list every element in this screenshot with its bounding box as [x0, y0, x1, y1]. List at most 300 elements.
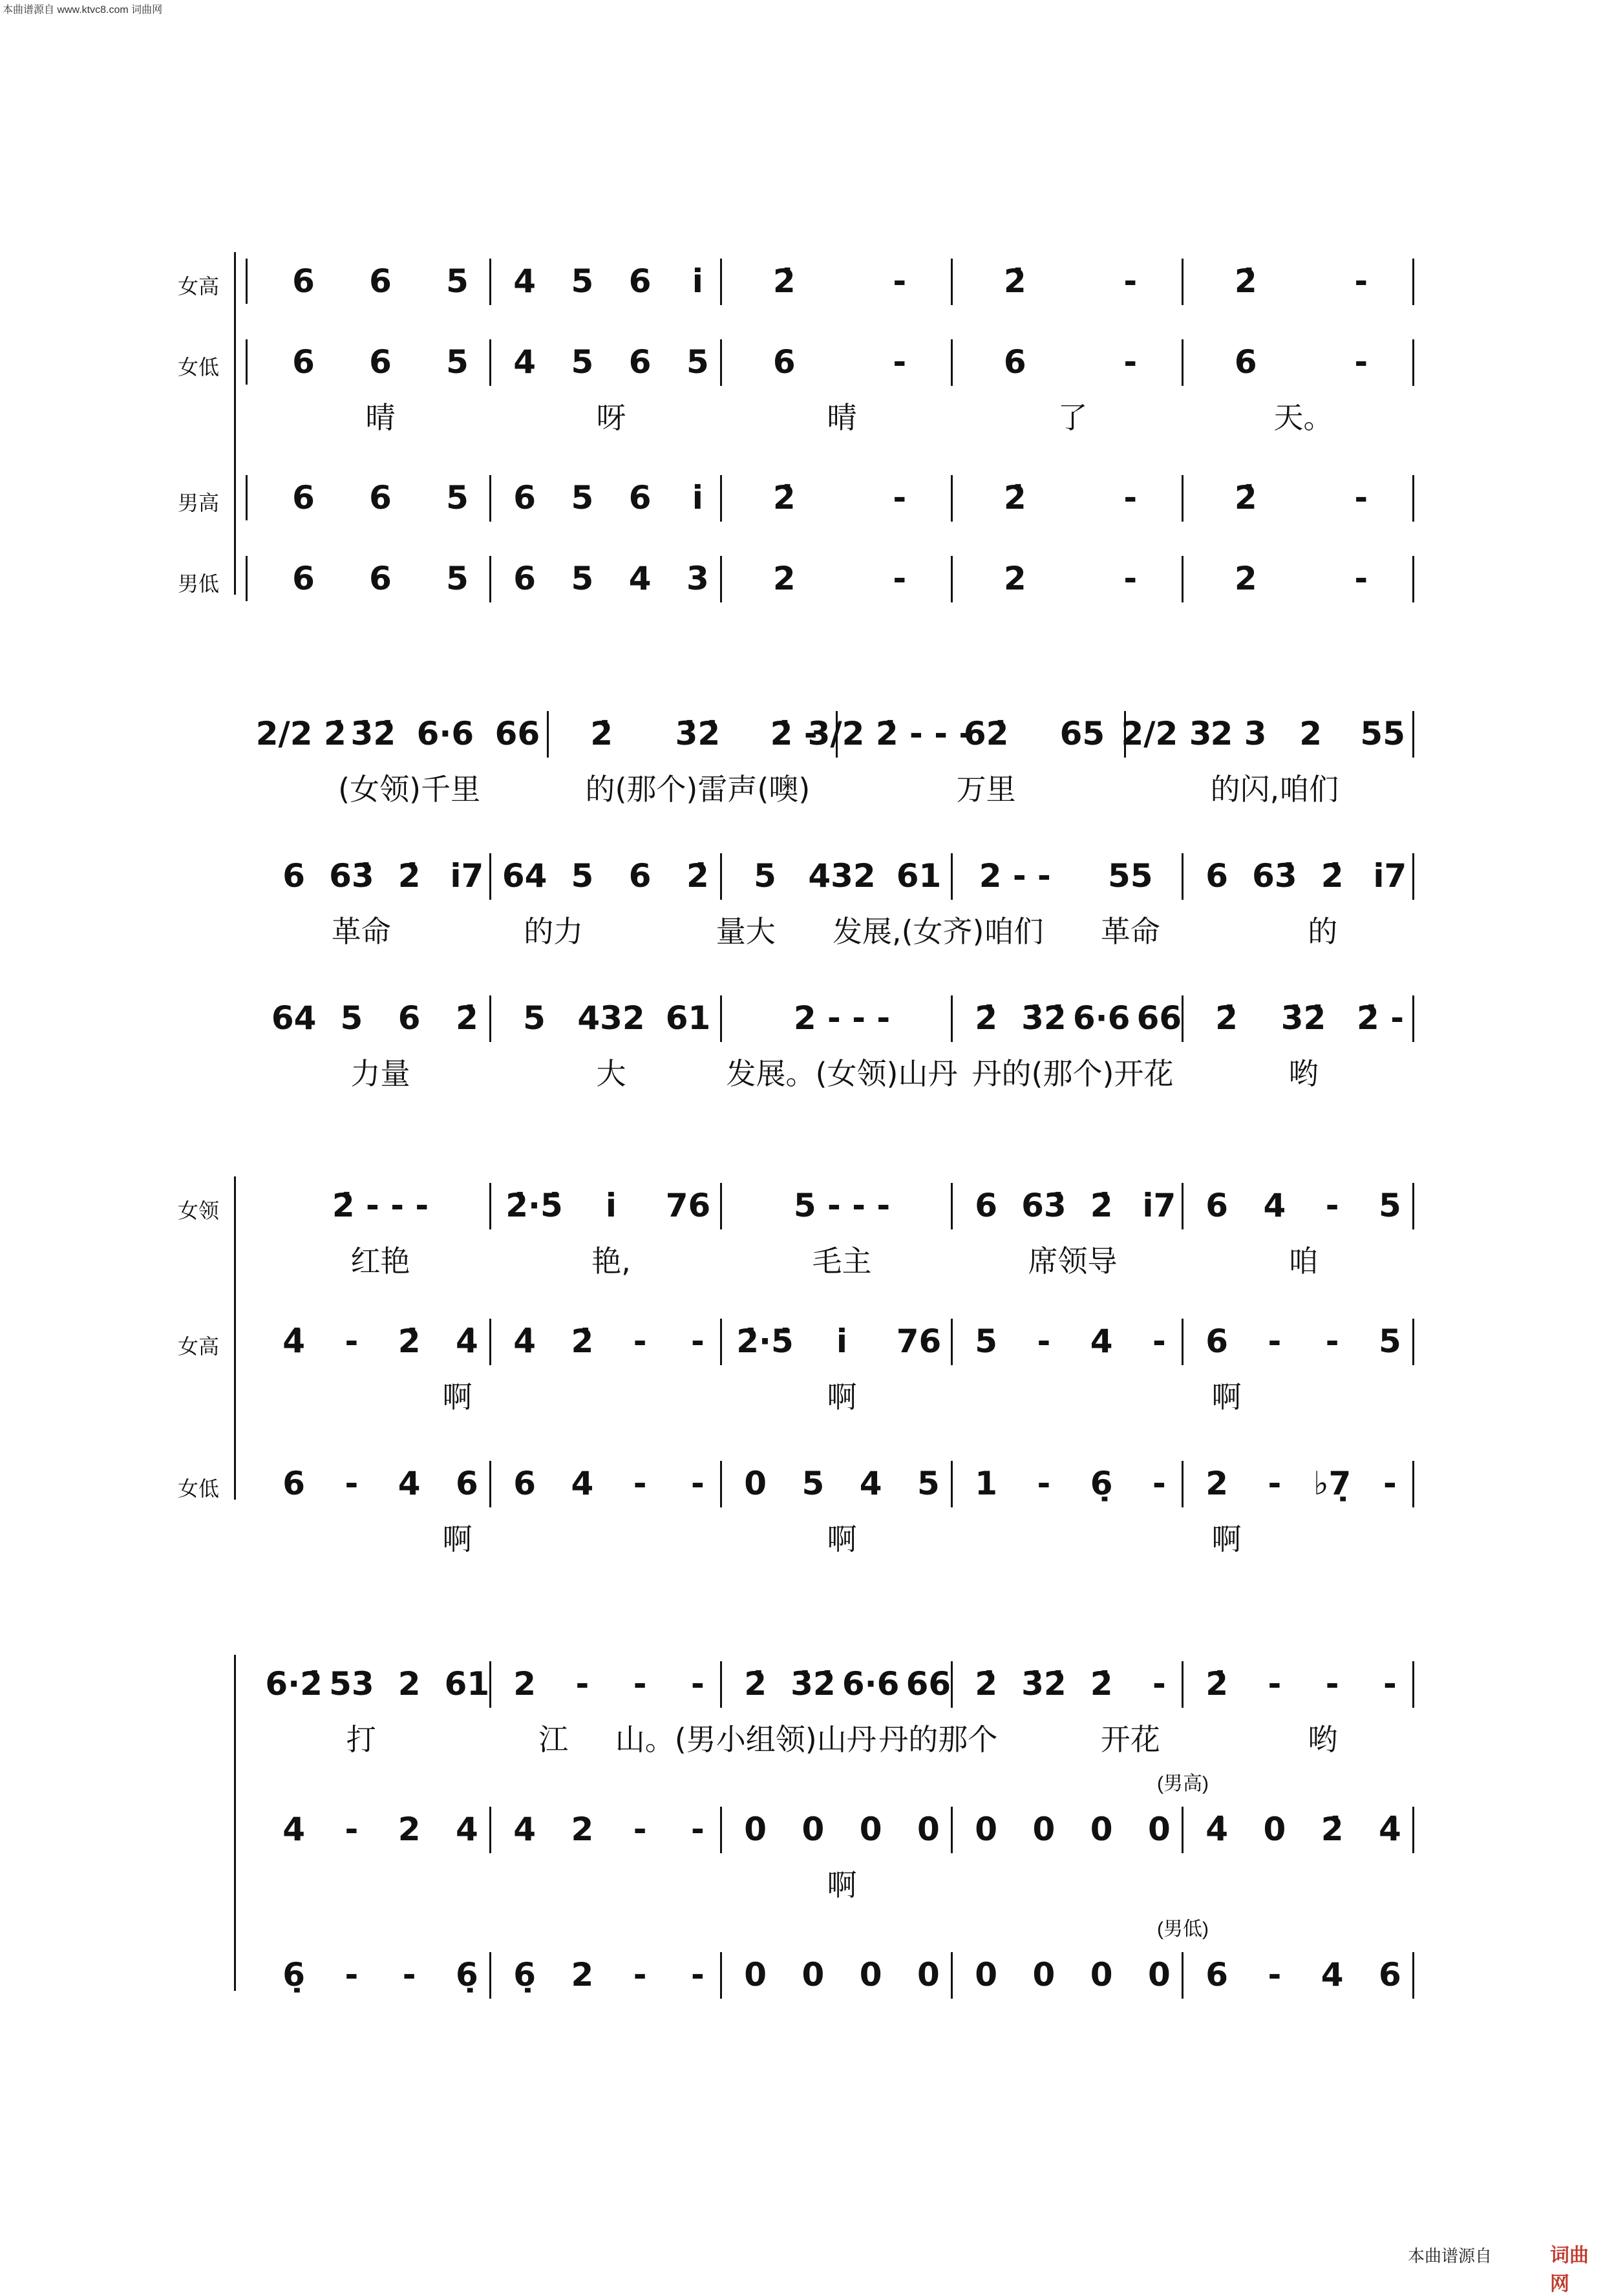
score-note: 6: [1205, 1187, 1229, 1224]
score-note: 6·6: [416, 715, 474, 752]
score-note: -: [345, 1465, 359, 1502]
barline: [1412, 995, 1414, 1042]
score-note: 63̇: [1021, 1187, 1067, 1224]
lyric-syllable: 呀: [596, 400, 626, 435]
lyric-syllable: 的闪,咱们: [1210, 772, 1339, 807]
score-note: 2̇·5̇: [505, 1187, 563, 1224]
score-note: -: [1354, 560, 1368, 597]
score-note: i̇: [692, 479, 703, 516]
score-note: 2̇: [1003, 262, 1026, 300]
score-note: 5: [446, 262, 469, 300]
score-note: 2̇: [686, 857, 709, 895]
barline: [1412, 556, 1414, 602]
score-note: 61: [665, 999, 711, 1037]
lyric-syllable: 大: [596, 1056, 626, 1091]
score-note: 62̇: [963, 715, 1009, 752]
score-note: 5: [446, 560, 469, 597]
barline: [1412, 1183, 1414, 1229]
score-system: [0, 1151, 1603, 1564]
part-label: 女低: [178, 1476, 220, 1501]
barline: [1412, 1952, 1414, 1999]
score-note: 5: [446, 343, 469, 381]
score-note: 55: [1360, 715, 1406, 752]
lyric-syllable: 万里: [956, 772, 1016, 807]
lyric-syllable: 晴: [365, 400, 396, 435]
score-note: 2̇: [571, 1323, 594, 1360]
score-note: 2: [772, 560, 796, 597]
score-note: i̇: [605, 1187, 617, 1224]
score-note: -: [690, 1323, 705, 1360]
system-bracket: [234, 1176, 236, 1500]
score-note: 6: [1205, 1323, 1229, 1360]
lyric-syllable: 哟: [1308, 1722, 1338, 1757]
barline: [720, 1952, 722, 1999]
score-note: 2: [513, 1665, 536, 1703]
score-note: 55: [1107, 857, 1153, 895]
score-note: 0: [1090, 1956, 1113, 1993]
barline: [951, 475, 953, 522]
lyric-syllable: 啊: [827, 1867, 857, 1902]
score-note: 6: [513, 560, 536, 597]
score-note: 2̇: [398, 857, 421, 895]
lyric-syllable: 啊: [442, 1379, 472, 1414]
barline: [489, 1183, 491, 1229]
score-note: 6: [292, 560, 315, 597]
footer-logo: 词曲网: [1550, 2245, 1589, 2295]
score-note: 6: [772, 343, 796, 381]
score-note: 2̇: [1321, 1811, 1344, 1848]
score-note: -: [345, 1956, 359, 1993]
score-note: 0: [744, 1811, 767, 1848]
score-note: 5: [975, 1323, 998, 1360]
barline: [489, 556, 491, 602]
score-note: 3̇2̇: [675, 715, 721, 752]
score-note: 0: [802, 1811, 825, 1848]
score-note: i̇7: [1142, 1187, 1176, 1224]
score-note: -: [690, 1665, 705, 1703]
lyric-syllable: 江: [538, 1722, 569, 1757]
barline: [489, 259, 491, 305]
barline: [1412, 1661, 1414, 1708]
score-note: -: [1325, 1187, 1339, 1224]
barline: [1182, 1183, 1184, 1229]
score-note: 2̇: [975, 999, 998, 1037]
score-note: 6: [1205, 1956, 1229, 1993]
score-note: 0: [802, 1956, 825, 1993]
score-note: 0: [1263, 1811, 1286, 1848]
lyric-syllable: 丹的(那个)开花: [971, 1056, 1174, 1091]
barline: [951, 1807, 953, 1853]
barline: [951, 1461, 953, 1507]
score-note: -: [690, 1956, 705, 1993]
score-note: 66: [906, 1665, 951, 1703]
score-note: 64: [271, 999, 317, 1037]
score-note: 4: [513, 262, 536, 300]
score-note: 2̇: [744, 1665, 767, 1703]
barline: [1182, 259, 1184, 305]
score-note: 6̣: [1090, 1465, 1113, 1502]
barline: [720, 1319, 722, 1365]
score-note: -: [1325, 1323, 1339, 1360]
score-note: -: [1123, 479, 1138, 516]
score-note: -: [633, 1665, 647, 1703]
barline: [1412, 1807, 1414, 1853]
barline: [720, 339, 722, 386]
barline: [489, 1319, 491, 1365]
score-note: 2: [398, 1665, 421, 1703]
score-note: 3̇2̇: [1021, 999, 1067, 1037]
barline: [1182, 1807, 1184, 1853]
score-note: -: [633, 1465, 647, 1502]
barline: [1412, 475, 1414, 522]
score-note: 5: [686, 343, 709, 381]
score-note: 2̇: [1234, 479, 1257, 516]
score-note: 3/2 2̇ - - -: [807, 715, 973, 752]
lyric-syllable: 红艳: [350, 1244, 410, 1279]
lyric-syllable: 山。(男小组领)山丹: [615, 1722, 876, 1757]
barline: [720, 475, 722, 522]
score-note: 2̇: [1215, 999, 1238, 1037]
score-note: 6: [455, 1465, 478, 1502]
barline: [489, 995, 491, 1042]
barline: [1182, 995, 1184, 1042]
lyric-syllable: (女领)千里: [338, 772, 481, 807]
barline: [720, 556, 722, 602]
lyric-syllable: 啊: [827, 1379, 857, 1414]
score-note: 6: [282, 857, 306, 895]
score-note: 4: [398, 1465, 421, 1502]
score-note: 61: [444, 1665, 490, 1703]
score-note: 2 - - -: [793, 999, 891, 1037]
score-note: 2: [398, 1811, 421, 1848]
lyric-syllable: 的力: [524, 914, 584, 949]
barline: [1182, 1952, 1184, 1999]
score-note: 2: [1205, 1465, 1229, 1502]
score-note: 0: [1032, 1956, 1056, 1993]
score-note: 4: [571, 1465, 594, 1502]
score-note: 6: [292, 479, 315, 516]
barline: [489, 475, 491, 522]
score-note: 0: [975, 1811, 998, 1848]
score-note: i̇: [836, 1323, 848, 1360]
part-label: 男低: [178, 571, 220, 596]
score-note: 3: [686, 560, 709, 597]
score-note: 4̇: [455, 1323, 478, 1360]
score-note: 3̇2̇: [1280, 999, 1326, 1037]
score-note: 6·2̇: [265, 1665, 323, 1703]
lyric-syllable: 丹的那个: [878, 1722, 998, 1757]
barline: [489, 1807, 491, 1853]
source-header: 本曲谱源自 www.ktvc8.com 词曲网: [3, 5, 163, 16]
barline: [1182, 853, 1184, 900]
lyric-syllable: 哟: [1288, 1056, 1319, 1091]
score-note: 5: [917, 1465, 940, 1502]
score-note: -: [1037, 1323, 1051, 1360]
lyric-syllable: 力量: [350, 1056, 410, 1091]
score-note: -: [1268, 1323, 1282, 1360]
barline: [489, 1952, 491, 1999]
part-label: 男高: [178, 491, 220, 515]
score-note: 2/2 2̇: [255, 715, 346, 752]
score-note: -: [1152, 1665, 1166, 1703]
score-note: 4̇: [1378, 1811, 1401, 1848]
barline: [951, 1183, 953, 1229]
score-note: 6: [369, 479, 392, 516]
score-note: 2̇: [1003, 479, 1026, 516]
barline: [951, 1952, 953, 1999]
score-note: 0: [744, 1465, 767, 1502]
score-note: 3̇2̇: [350, 715, 396, 752]
barline: [720, 1807, 722, 1853]
score-system: [0, 1629, 1603, 2030]
score-note: 2̇·5̇: [736, 1323, 794, 1360]
score-note: i̇: [692, 262, 703, 300]
lyric-syllable: 艳,: [591, 1244, 631, 1279]
barline: [547, 711, 549, 758]
score-note: -: [1268, 1665, 1282, 1703]
score-note: 6̣: [455, 1956, 478, 1993]
barline: [246, 339, 248, 385]
score-note: 53: [329, 1665, 374, 1703]
score-note: 6: [292, 262, 315, 300]
barline: [720, 995, 722, 1042]
barline: [246, 556, 248, 601]
score-note: 2̇: [1234, 262, 1257, 300]
score-note: 0: [1032, 1811, 1056, 1848]
barline: [1182, 475, 1184, 522]
score-note: 6: [398, 999, 421, 1037]
score-note: 2̇ -: [1357, 999, 1404, 1037]
score-note: -: [1354, 479, 1368, 516]
barline: [1412, 339, 1414, 386]
score-note: 4: [859, 1465, 882, 1502]
barline: [951, 1319, 953, 1365]
score-note: -: [575, 1665, 589, 1703]
score-note: 4̇: [282, 1323, 306, 1360]
score-note: 4: [1263, 1187, 1286, 1224]
score-note: -: [690, 1465, 705, 1502]
score-note: -: [345, 1811, 359, 1848]
barline: [489, 853, 491, 900]
barline: [489, 339, 491, 386]
score-note: -: [1268, 1465, 1282, 1502]
lyric-syllable: 晴: [827, 400, 857, 435]
barline: [1182, 339, 1184, 386]
score-note: 6: [628, 857, 652, 895]
score-note: 6: [628, 479, 652, 516]
score-note: 4: [628, 560, 652, 597]
score-note: 4: [1090, 1323, 1113, 1360]
score-note: 5: [571, 560, 594, 597]
score-note: -: [893, 262, 907, 300]
score-note: 6̣: [282, 1956, 306, 1993]
score-note: 2: [571, 1956, 594, 1993]
score-note: 2/2 3: [1121, 715, 1212, 752]
score-note: 4̇: [1205, 1811, 1229, 1848]
score-note: -: [893, 560, 907, 597]
score-note: 5: [571, 857, 594, 895]
barline: [951, 853, 953, 900]
barline: [951, 1661, 953, 1708]
score-note: 2: [571, 1811, 594, 1848]
barline: [1182, 1661, 1184, 1708]
score-note: 2̇: [772, 262, 796, 300]
score-note: 4: [455, 1811, 478, 1848]
score-note: 5 - - -: [793, 1187, 891, 1224]
score-note: 5: [446, 479, 469, 516]
barline: [1182, 1319, 1184, 1365]
score-note: -: [1152, 1465, 1166, 1502]
score-note: 66: [1136, 999, 1182, 1037]
score-note: 6·6: [1072, 999, 1131, 1037]
barline: [1182, 556, 1184, 602]
score-note: 2̇: [772, 479, 796, 516]
score-note: i̇7: [450, 857, 484, 895]
score-note: 6: [369, 343, 392, 381]
score-note: 2̇ - - -: [332, 1187, 429, 1224]
score-note: -: [1268, 1956, 1282, 1993]
part-label: 女领: [178, 1198, 220, 1223]
score-note: -: [893, 343, 907, 381]
score-note: -: [1123, 560, 1138, 597]
system-bracket: [234, 1655, 236, 1991]
score-note: 6: [369, 262, 392, 300]
lyric-syllable: 的: [1308, 914, 1338, 949]
score-note: 65: [1059, 715, 1105, 752]
score-note: 432: [577, 999, 645, 1037]
barline: [1412, 853, 1414, 900]
score-note: 61: [896, 857, 942, 895]
score-note: 6·6: [842, 1665, 900, 1703]
barline: [1412, 1461, 1414, 1507]
score-note: 63̇: [329, 857, 374, 895]
score-note: 5: [754, 857, 776, 895]
score-note: 4: [513, 1811, 536, 1848]
score-note: 1: [975, 1465, 998, 1502]
barline: [720, 853, 722, 900]
score-note: 6: [1003, 343, 1026, 381]
lyric-syllable: 啊: [442, 1522, 472, 1557]
score-note: 5: [523, 999, 546, 1037]
score-note: 5: [571, 262, 594, 300]
lyric-syllable: 打: [346, 1722, 376, 1757]
score-note: 2̇: [1321, 857, 1344, 895]
score-note: 0: [859, 1956, 882, 1993]
lyric-syllable: 啊: [1211, 1522, 1242, 1557]
lyric-syllable: 啊: [1211, 1379, 1242, 1414]
lyric-syllable: 发展。(女领)山丹: [726, 1056, 958, 1091]
barline: [720, 1661, 722, 1708]
score-note: -: [1037, 1465, 1051, 1502]
score-note: -: [1383, 1465, 1397, 1502]
barline: [1412, 259, 1414, 305]
barline: [246, 475, 248, 520]
score-note: -: [1325, 1665, 1339, 1703]
score-note: 6: [628, 343, 652, 381]
lyric-syllable: 天。: [1273, 400, 1333, 435]
score-note: 6: [628, 262, 652, 300]
barline: [489, 1661, 491, 1708]
score-note: 6: [1234, 343, 1257, 381]
score-note: 0: [917, 1811, 940, 1848]
score-note: 2 - -: [979, 857, 1051, 895]
score-note: 6: [975, 1187, 998, 1224]
score-note: 2̇: [455, 999, 478, 1037]
barline: [1182, 1461, 1184, 1507]
score-note: 6: [513, 479, 536, 516]
score-note: 0: [859, 1811, 882, 1848]
score-note: 6̣: [513, 1956, 536, 1993]
score-note: -: [345, 1323, 359, 1360]
barline: [246, 259, 248, 304]
score-note: 2̇ -: [770, 715, 818, 752]
score-system: [0, 207, 1603, 608]
score-note: 64: [502, 857, 547, 895]
lyric-syllable: 了: [1057, 400, 1088, 435]
score-note: i̇7: [1373, 857, 1407, 895]
part-label: 女低: [178, 355, 220, 379]
score-note: 2̇: [590, 715, 613, 752]
score-note: -: [633, 1811, 647, 1848]
barline: [951, 556, 953, 602]
score-note: 5: [571, 343, 594, 381]
score-note: -: [633, 1323, 647, 1360]
score-note: 3̇2̇: [1021, 1665, 1067, 1703]
score-note: 432: [808, 857, 876, 895]
score-note: ♭7̣: [1313, 1465, 1352, 1502]
lyric-syllable: 毛主: [812, 1244, 872, 1279]
barline: [489, 1461, 491, 1507]
score-note: 6: [513, 1465, 536, 1502]
score-note: 0: [975, 1956, 998, 1993]
score-note: 2̇: [975, 1665, 998, 1703]
score-note: 76: [896, 1323, 942, 1360]
score-note: -: [1152, 1323, 1166, 1360]
score-note: 76: [665, 1187, 711, 1224]
score-note: 63̇: [1252, 857, 1297, 895]
score-note: 66: [494, 715, 540, 752]
score-note: 2̇: [398, 1323, 421, 1360]
score-note: 6: [1205, 857, 1229, 895]
score-note: 6: [282, 1465, 306, 1502]
score-note: 3̇2̇: [791, 1665, 836, 1703]
lyric-syllable: 咱: [1288, 1244, 1319, 1279]
lyric-syllable: 席领导: [1028, 1244, 1118, 1279]
system-bracket: [234, 252, 236, 595]
score-note: 4: [513, 343, 536, 381]
score-note: -: [402, 1956, 416, 1993]
voice-annotation: (男高): [1157, 1773, 1209, 1794]
score-note: 2̇: [1090, 1187, 1113, 1224]
voice-annotation: (男低): [1157, 1919, 1209, 1940]
score-note: -: [1354, 343, 1368, 381]
barline: [720, 1461, 722, 1507]
barline: [720, 259, 722, 305]
score-note: 4: [1321, 1956, 1344, 1993]
score-note: 0: [1147, 1956, 1171, 1993]
score-note: 0: [744, 1956, 767, 1993]
part-label: 女高: [178, 274, 220, 299]
score-note: -: [633, 1956, 647, 1993]
score-note: 5: [802, 1465, 825, 1502]
score-note: 2 3: [1210, 715, 1267, 752]
score-note: 5: [1378, 1187, 1401, 1224]
barline: [720, 1183, 722, 1229]
score-note: -: [1123, 343, 1138, 381]
score-note: 6: [1378, 1956, 1401, 1993]
lyric-syllable: 革命: [331, 914, 391, 949]
score-note: 6: [292, 343, 315, 381]
